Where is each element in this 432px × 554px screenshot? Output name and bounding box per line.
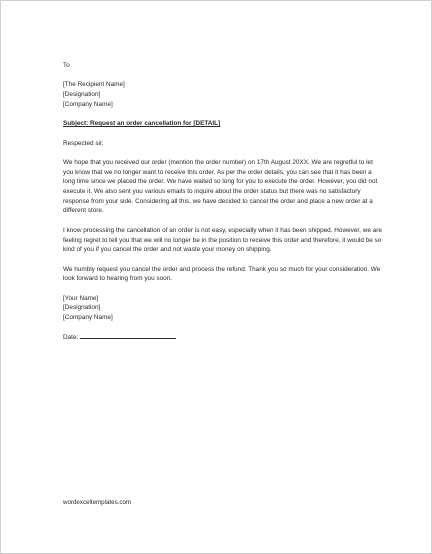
date-row (63, 333, 383, 343)
paragraph-1: We hope that you received our order (mention the order number) on 17th August 20XX. We are regretful to let you know that we no longer want to receive this order. As per the order details, you can see that it has been a long time since we placed the order. We have waited so long for you to execute the order. However, you did not execute it. We also sent you various emails to inquire about the order status but there was no satisfactory response from your side. Considering all this, we have decided to cancel the order and place a new order at a different store. (63, 158, 378, 215)
sender-designation: [Designation] (63, 304, 101, 312)
letter-body (63, 61, 383, 342)
footer-website[interactable]: wordexceltemplates.com (63, 499, 132, 506)
date-blank-line (80, 338, 176, 339)
paragraph-3: We humbly request you cancel the order and process the refund. Thank you so much for your consideration. We look forward to hearing from you soon. (63, 265, 381, 283)
recipient-company: [Company Name] (63, 100, 113, 108)
subject-line: Subject: Request an order cancellation for [DETAIL] (63, 120, 221, 128)
sender-company: [Company Name] (63, 314, 113, 322)
date-label: Date: (63, 333, 79, 341)
to-label: To (63, 62, 70, 69)
recipient-name: [The Recipient Name] (63, 81, 125, 89)
salutation: Respected sir, (63, 139, 104, 147)
recipient-designation: [Designation] (63, 91, 101, 99)
paragraph-2: I know processing the cancellation of an order is not easy, especially when it has been shipped. However, we are feeling regret to tell you that we will no longer be in the position to receive this order and therefore, it would be so kind of you if you cancel the order and not waste your money on shipping. (63, 226, 382, 254)
sender-name: [Your Name] (63, 294, 99, 302)
